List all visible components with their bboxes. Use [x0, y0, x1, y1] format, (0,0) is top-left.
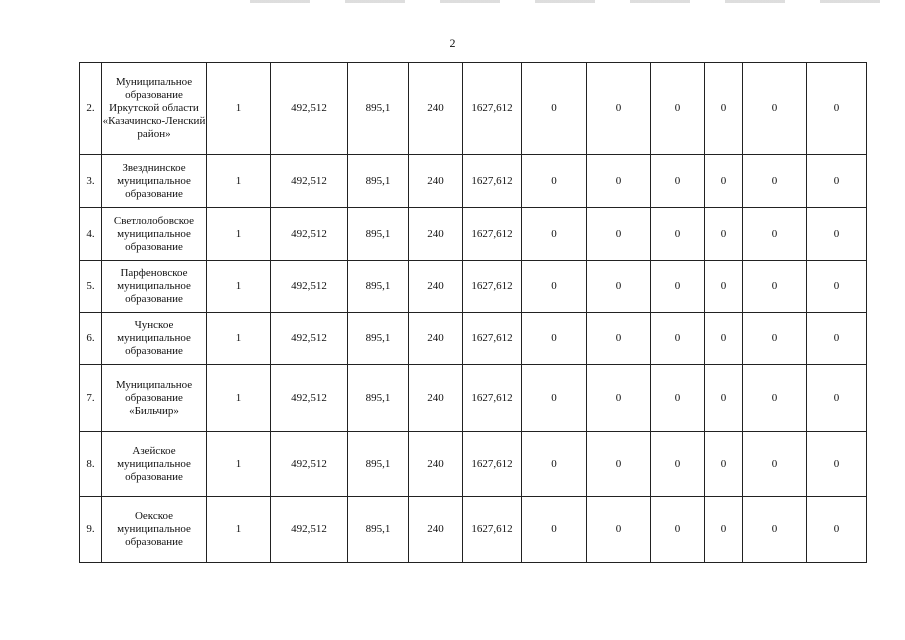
- table-cell: 240: [409, 261, 463, 313]
- row-number: 2.: [80, 63, 102, 155]
- table-cell: 0: [651, 155, 705, 208]
- table-cell: 0: [705, 365, 743, 432]
- table-cell: 0: [807, 261, 867, 313]
- table-cell: 0: [705, 313, 743, 365]
- table-cell: 1: [207, 63, 271, 155]
- table-cell: 0: [651, 208, 705, 261]
- table-row: [80, 208, 867, 261]
- table-cell: 895,1: [348, 63, 409, 155]
- table-cell: 0: [522, 432, 587, 497]
- table-cell: 0: [705, 208, 743, 261]
- table-cell: 1627,612: [463, 261, 522, 313]
- table-cell: 0: [587, 63, 651, 155]
- table-cell: 0: [522, 63, 587, 155]
- row-number: 5.: [80, 261, 102, 313]
- table-cell: 1: [207, 261, 271, 313]
- table-row: [80, 261, 867, 313]
- table-cell: 0: [651, 261, 705, 313]
- municipality-name: Азейское муниципальное образование: [102, 432, 207, 497]
- table-cell: 1627,612: [463, 208, 522, 261]
- table-cell: 0: [587, 432, 651, 497]
- table-cell: 0: [522, 155, 587, 208]
- row-number: 7.: [80, 365, 102, 432]
- table-cell: 0: [651, 365, 705, 432]
- table-cell: 0: [651, 432, 705, 497]
- municipality-name: Муниципальное образование «Бильчир»: [102, 365, 207, 432]
- table-cell: 0: [587, 208, 651, 261]
- page-number: 2: [449, 36, 456, 50]
- municipality-name: Светлолобовское муниципальное образование: [102, 208, 207, 261]
- municipality-name: Парфеновское муниципальное образование: [102, 261, 207, 313]
- scan-artifact: [250, 0, 890, 3]
- table-cell: 492,512: [271, 432, 348, 497]
- table-cell: 0: [743, 313, 807, 365]
- table-cell: 895,1: [348, 208, 409, 261]
- table-cell: 0: [743, 208, 807, 261]
- table-cell: 0: [743, 365, 807, 432]
- table-cell: 1627,612: [463, 365, 522, 432]
- row-number: 4.: [80, 208, 102, 261]
- municipality-name: Муниципальное образование Иркутской области «Казачинско-Ленский район»: [102, 63, 207, 155]
- table-cell: 0: [522, 261, 587, 313]
- table-cell: 0: [807, 155, 867, 208]
- allocation-table: [79, 62, 867, 563]
- table-cell: 492,512: [271, 497, 348, 563]
- table-cell: 492,512: [271, 261, 348, 313]
- table-row: [80, 432, 867, 497]
- table-row: [80, 313, 867, 365]
- table-cell: 1627,612: [463, 63, 522, 155]
- table-row: [80, 155, 867, 208]
- table-cell: 0: [743, 261, 807, 313]
- table-cell: 0: [807, 63, 867, 155]
- table-cell: 0: [587, 155, 651, 208]
- table-cell: 1: [207, 365, 271, 432]
- table-cell: 1: [207, 155, 271, 208]
- table-cell: 895,1: [348, 497, 409, 563]
- table-cell: 0: [807, 365, 867, 432]
- table-cell: 0: [587, 261, 651, 313]
- table-cell: 0: [705, 155, 743, 208]
- table-cell: 0: [522, 208, 587, 261]
- table-cell: 0: [587, 497, 651, 563]
- table-row: [80, 365, 867, 432]
- row-number: 8.: [80, 432, 102, 497]
- row-number: 6.: [80, 313, 102, 365]
- table-cell: 0: [522, 313, 587, 365]
- table-cell: 492,512: [271, 63, 348, 155]
- table-cell: 1627,612: [463, 155, 522, 208]
- table-cell: 0: [705, 63, 743, 155]
- table-cell: 240: [409, 313, 463, 365]
- table-cell: 0: [743, 432, 807, 497]
- table-cell: 240: [409, 63, 463, 155]
- table-cell: 1: [207, 432, 271, 497]
- table-cell: 0: [743, 497, 807, 563]
- table-cell: 492,512: [271, 365, 348, 432]
- table-cell: 895,1: [348, 365, 409, 432]
- table-cell: 1627,612: [463, 497, 522, 563]
- table-cell: 492,512: [271, 155, 348, 208]
- table-cell: 0: [705, 261, 743, 313]
- table-cell: 0: [705, 497, 743, 563]
- table-cell: 0: [651, 63, 705, 155]
- table-cell: 1: [207, 313, 271, 365]
- table-cell: 240: [409, 432, 463, 497]
- table-cell: 0: [587, 365, 651, 432]
- table-cell: 0: [651, 313, 705, 365]
- table-row: [80, 497, 867, 563]
- table-cell: 1: [207, 208, 271, 261]
- table-cell: 895,1: [348, 261, 409, 313]
- table-cell: 895,1: [348, 155, 409, 208]
- table-cell: 0: [522, 497, 587, 563]
- table-cell: 240: [409, 497, 463, 563]
- table-cell: 1627,612: [463, 432, 522, 497]
- table-cell: 0: [807, 497, 867, 563]
- table-cell: 0: [743, 63, 807, 155]
- table-cell: 0: [705, 432, 743, 497]
- table-cell: 492,512: [271, 208, 348, 261]
- municipality-name: Звезднинское муниципальное образование: [102, 155, 207, 208]
- row-number: 3.: [80, 155, 102, 208]
- municipality-name: Оекское муниципальное образование: [102, 497, 207, 563]
- row-number: 9.: [80, 497, 102, 563]
- table-cell: 895,1: [348, 432, 409, 497]
- table-cell: 0: [743, 155, 807, 208]
- table-cell: 492,512: [271, 313, 348, 365]
- table-cell: 1: [207, 497, 271, 563]
- table-cell: 0: [651, 497, 705, 563]
- table-cell: 240: [409, 155, 463, 208]
- table-cell: 895,1: [348, 313, 409, 365]
- table-cell: 0: [587, 313, 651, 365]
- table-cell: 0: [807, 432, 867, 497]
- table-row: [80, 63, 867, 155]
- table-cell: 240: [409, 365, 463, 432]
- table-cell: 240: [409, 208, 463, 261]
- table-cell: 0: [807, 208, 867, 261]
- table-cell: 0: [522, 365, 587, 432]
- municipality-name: Чунское муниципальное образование: [102, 313, 207, 365]
- table-cell: 1627,612: [463, 313, 522, 365]
- table-cell: 0: [807, 313, 867, 365]
